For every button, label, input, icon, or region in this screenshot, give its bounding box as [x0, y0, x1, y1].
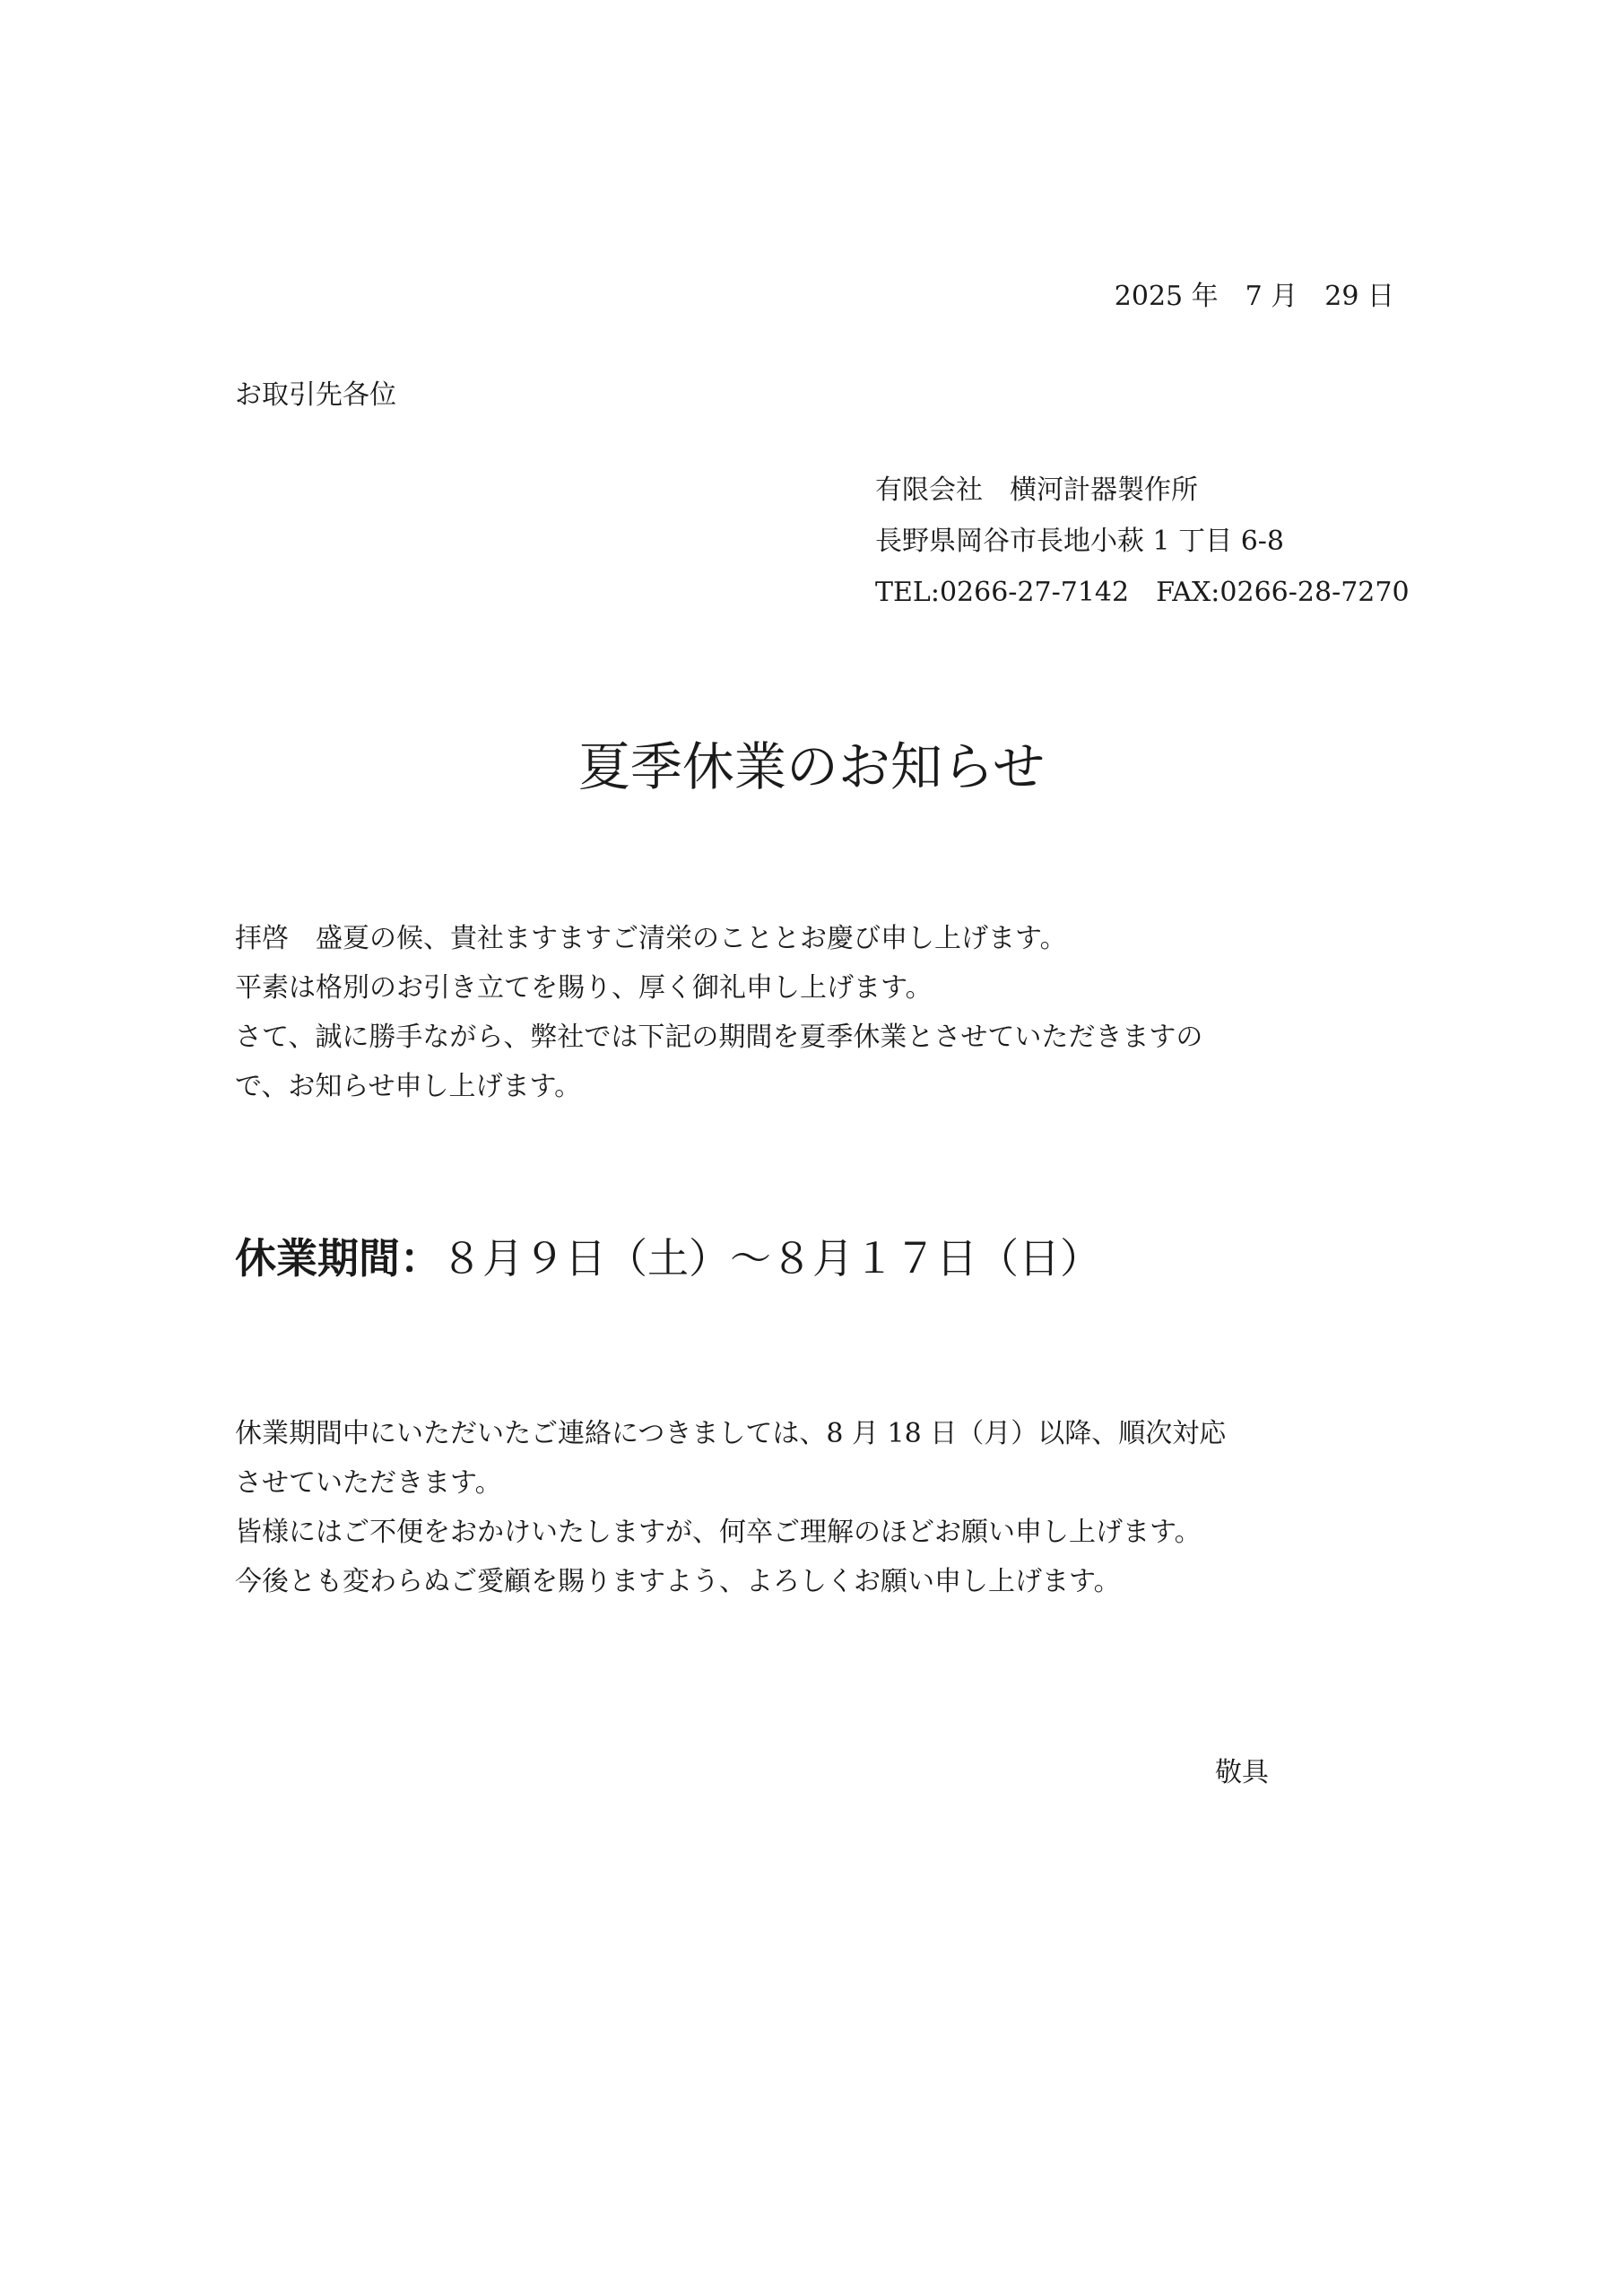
notes-paragraph — [235, 1418, 1227, 1618]
notes-line: 今後とも変わらぬご愛顧を賜りますよう、よろしくお願い申し上げます。 — [235, 1566, 1121, 1597]
recipient-line: お取引先各位 — [235, 379, 396, 411]
sender-contact: TEL:0266-27-7142 FAX:0266-28-7270 — [875, 577, 1410, 608]
closing-word: 敬具 — [1215, 1757, 1269, 1788]
notice-title: 夏季休業のお知らせ — [577, 736, 1046, 797]
closure-period-label: 休業期間： — [235, 1234, 441, 1283]
intro-line: 拝啓 盛夏の候、貴社ますますご清栄のこととお慶び申し上げます。 — [235, 923, 1067, 954]
notes-line: 皆様にはご不便をおかけいたしますが、何卒ご理解のほどお願い申し上げます。 — [235, 1517, 1202, 1548]
closure-period-value: ８月９日（土）～８月１７日（日） — [441, 1234, 1101, 1283]
closure-period — [235, 1234, 1101, 1283]
sender-company: 有限会社 横河計器製作所 — [875, 474, 1198, 506]
intro-line: さて、誠に勝手ながら、弊社では下記の期間を夏季休業とさせていただきますの — [235, 1022, 1203, 1053]
notes-line: させていただきます。 — [235, 1467, 502, 1499]
intro-line: 平素は格別のお引き立てを賜り、厚く御礼申し上げます。 — [235, 972, 933, 1004]
intro-paragraph — [235, 923, 1203, 1123]
notes-line: 休業期間中にいただいたご連絡につきましては、8 月 18 日（月）以降、順次対応 — [235, 1418, 1227, 1449]
letter-date: 2025 年 7 月 29 日 — [1114, 281, 1394, 312]
sender-address: 長野県岡谷市長地小萩 1 丁目 6-8 — [875, 526, 1285, 557]
intro-line: で、お知らせ申し上げます。 — [235, 1071, 582, 1102]
sender-block — [875, 474, 1410, 631]
